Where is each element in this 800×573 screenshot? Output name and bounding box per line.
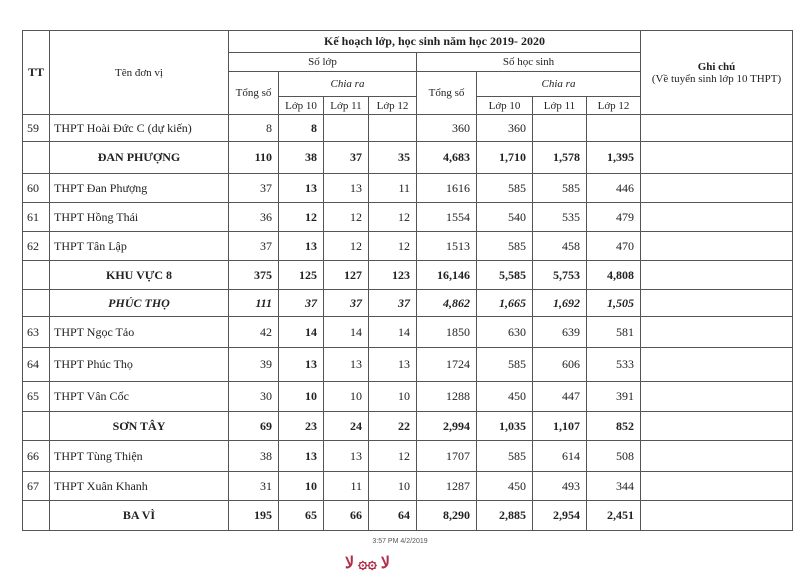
students-12 (587, 115, 641, 142)
students-total: 4,862 (417, 290, 477, 317)
students-total: 16,146 (417, 261, 477, 290)
classes-10: 10 (279, 382, 324, 412)
row-number (23, 501, 50, 531)
classes-12: 12 (369, 232, 417, 261)
unit-name: PHÚC THỌ (50, 290, 229, 317)
students-total: 1287 (417, 472, 477, 501)
classes-total: 37 (229, 174, 279, 203)
row-number: 63 (23, 317, 50, 348)
students-12: 1,505 (587, 290, 641, 317)
row-number: 60 (23, 174, 50, 203)
col-classes: Số lớp (229, 53, 417, 72)
unit-name: THPT Tùng Thiện (50, 441, 229, 472)
students-11: 639 (533, 317, 587, 348)
unit-name: THPT Hoài Đức C (dự kiến) (50, 115, 229, 142)
row-number: 67 (23, 472, 50, 501)
unit-name: SƠN TÂY (50, 412, 229, 441)
classes-12: 13 (369, 348, 417, 382)
students-10: 585 (477, 441, 533, 472)
plan-title: Kế hoạch lớp, học sinh năm học 2019- 2020 (229, 31, 641, 53)
classes-11: 37 (324, 290, 369, 317)
unit-name: BA VÌ (50, 501, 229, 531)
note-cell (641, 290, 793, 317)
col-c10: Lớp 10 (279, 97, 324, 115)
col-c11: Lớp 11 (324, 97, 369, 115)
students-total: 1288 (417, 382, 477, 412)
classes-11: 66 (324, 501, 369, 531)
note-cell (641, 174, 793, 203)
col-students-total: Tổng số (417, 72, 477, 115)
classes-12 (369, 115, 417, 142)
students-11: 493 (533, 472, 587, 501)
unit-name: THPT Hồng Thái (50, 203, 229, 232)
summary-row (23, 142, 793, 174)
students-total: 8,290 (417, 501, 477, 531)
classes-total: 42 (229, 317, 279, 348)
students-10: 585 (477, 348, 533, 382)
classes-total: 31 (229, 472, 279, 501)
classes-11: 37 (324, 142, 369, 174)
students-total: 360 (417, 115, 477, 142)
unit-name: THPT Phúc Thọ (50, 348, 229, 382)
students-12: 533 (587, 348, 641, 382)
classes-11: 11 (324, 472, 369, 501)
note-cell (641, 203, 793, 232)
classes-11: 14 (324, 317, 369, 348)
students-10: 360 (477, 115, 533, 142)
classes-11: 127 (324, 261, 369, 290)
students-11: 585 (533, 174, 587, 203)
students-11: 447 (533, 382, 587, 412)
school-row (23, 472, 793, 501)
classes-11: 12 (324, 232, 369, 261)
students-12: 470 (587, 232, 641, 261)
col-note (641, 31, 793, 115)
classes-10: 13 (279, 441, 324, 472)
classes-10: 65 (279, 501, 324, 531)
classes-total: 195 (229, 501, 279, 531)
students-11: 535 (533, 203, 587, 232)
classes-10: 14 (279, 317, 324, 348)
classes-12: 10 (369, 382, 417, 412)
students-12: 479 (587, 203, 641, 232)
classes-10: 37 (279, 290, 324, 317)
students-10: 630 (477, 317, 533, 348)
row-number (23, 412, 50, 441)
row-number: 64 (23, 348, 50, 382)
students-total: 1850 (417, 317, 477, 348)
classes-10: 12 (279, 203, 324, 232)
row-number: 65 (23, 382, 50, 412)
students-10: 5,585 (477, 261, 533, 290)
unit-name: KHU VỰC 8 (50, 261, 229, 290)
students-11: 614 (533, 441, 587, 472)
students-total: 1616 (417, 174, 477, 203)
note-cell (641, 261, 793, 290)
print-timestamp: 3:57 PM 4/2/2019 (372, 538, 428, 545)
classes-total: 39 (229, 348, 279, 382)
col-s10: Lớp 10 (477, 97, 533, 115)
classes-12: 12 (369, 441, 417, 472)
classes-10: 13 (279, 348, 324, 382)
summary-row (23, 290, 793, 317)
row-number (23, 290, 50, 317)
classes-total: 36 (229, 203, 279, 232)
students-total: 1513 (417, 232, 477, 261)
summary-row (23, 412, 793, 441)
col-students-split: Chia ra (477, 72, 641, 97)
classes-11: 24 (324, 412, 369, 441)
classes-12: 37 (369, 290, 417, 317)
students-total: 1724 (417, 348, 477, 382)
classes-12: 14 (369, 317, 417, 348)
students-11: 2,954 (533, 501, 587, 531)
unit-name: THPT Tân Lập (50, 232, 229, 261)
row-number: 66 (23, 441, 50, 472)
classes-11: 13 (324, 174, 369, 203)
students-total: 1554 (417, 203, 477, 232)
school-row (23, 115, 793, 142)
classes-total: 38 (229, 441, 279, 472)
classes-12: 35 (369, 142, 417, 174)
students-10: 450 (477, 382, 533, 412)
students-10: 540 (477, 203, 533, 232)
col-s11: Lớp 11 (533, 97, 587, 115)
summary-row (23, 501, 793, 531)
classes-total: 110 (229, 142, 279, 174)
students-total: 1707 (417, 441, 477, 472)
col-s12: Lớp 12 (587, 97, 641, 115)
classes-12: 12 (369, 203, 417, 232)
note-cell (641, 441, 793, 472)
unit-name: ĐAN PHƯỢNG (50, 142, 229, 174)
students-11: 1,107 (533, 412, 587, 441)
note-cell (641, 382, 793, 412)
note-title: Ghi chú (697, 60, 736, 73)
note-cell (641, 412, 793, 441)
classes-12: 64 (369, 501, 417, 531)
school-row (23, 441, 793, 472)
students-10: 585 (477, 174, 533, 203)
row-number: 62 (23, 232, 50, 261)
classes-12: 22 (369, 412, 417, 441)
classes-11 (324, 115, 369, 142)
note-cell (641, 232, 793, 261)
summary-row (23, 261, 793, 290)
row-number (23, 261, 50, 290)
row-number: 59 (23, 115, 50, 142)
classes-total: 375 (229, 261, 279, 290)
school-row (23, 382, 793, 412)
school-row (23, 232, 793, 261)
col-classes-total: Tổng số (229, 72, 279, 115)
students-11: 1,692 (533, 290, 587, 317)
unit-name: THPT Ngọc Tảo (50, 317, 229, 348)
students-10: 585 (477, 232, 533, 261)
note-cell (641, 317, 793, 348)
classes-10: 13 (279, 174, 324, 203)
students-total: 2,994 (417, 412, 477, 441)
students-12: 508 (587, 441, 641, 472)
unit-name: THPT Xuân Khanh (50, 472, 229, 501)
note-cell (641, 348, 793, 382)
unit-name: THPT Đan Phượng (50, 174, 229, 203)
students-11: 5,753 (533, 261, 587, 290)
classes-12: 11 (369, 174, 417, 203)
classes-12: 10 (369, 472, 417, 501)
col-c12: Lớp 12 (369, 97, 417, 115)
classes-11: 13 (324, 441, 369, 472)
unit-name: THPT Vân Cốc (50, 382, 229, 412)
students-12: 344 (587, 472, 641, 501)
class-plan-table (22, 30, 793, 531)
note-sub: (Về tuyển sinh lớp 10 THPT) (651, 72, 782, 85)
classes-total: 37 (229, 232, 279, 261)
note-cell (641, 501, 793, 531)
classes-10: 23 (279, 412, 324, 441)
students-12: 2,451 (587, 501, 641, 531)
school-row (23, 317, 793, 348)
students-12: 391 (587, 382, 641, 412)
students-11 (533, 115, 587, 142)
classes-total: 69 (229, 412, 279, 441)
col-classes-split: Chia ra (279, 72, 417, 97)
students-11: 458 (533, 232, 587, 261)
row-number (23, 142, 50, 174)
col-students: Số học sinh (417, 53, 641, 72)
red-seal: ﻻ ۞۞ ﻻ (345, 555, 390, 572)
col-name: Tên đơn vị (50, 31, 229, 115)
note-cell (641, 472, 793, 501)
classes-11: 13 (324, 348, 369, 382)
school-row (23, 174, 793, 203)
students-10: 1,710 (477, 142, 533, 174)
classes-10: 38 (279, 142, 324, 174)
classes-11: 12 (324, 203, 369, 232)
classes-12: 123 (369, 261, 417, 290)
col-tt: TT (23, 31, 50, 115)
students-10: 1,665 (477, 290, 533, 317)
note-cell (641, 115, 793, 142)
classes-total: 111 (229, 290, 279, 317)
classes-10: 125 (279, 261, 324, 290)
classes-10: 13 (279, 232, 324, 261)
classes-10: 8 (279, 115, 324, 142)
classes-total: 30 (229, 382, 279, 412)
students-total: 4,683 (417, 142, 477, 174)
school-row (23, 348, 793, 382)
students-12: 852 (587, 412, 641, 441)
students-10: 450 (477, 472, 533, 501)
students-11: 1,578 (533, 142, 587, 174)
classes-total: 8 (229, 115, 279, 142)
classes-10: 10 (279, 472, 324, 501)
students-10: 2,885 (477, 501, 533, 531)
school-row (23, 203, 793, 232)
students-12: 4,808 (587, 261, 641, 290)
row-number: 61 (23, 203, 50, 232)
students-10: 1,035 (477, 412, 533, 441)
students-12: 581 (587, 317, 641, 348)
students-12: 446 (587, 174, 641, 203)
note-cell (641, 142, 793, 174)
students-12: 1,395 (587, 142, 641, 174)
students-11: 606 (533, 348, 587, 382)
classes-11: 10 (324, 382, 369, 412)
